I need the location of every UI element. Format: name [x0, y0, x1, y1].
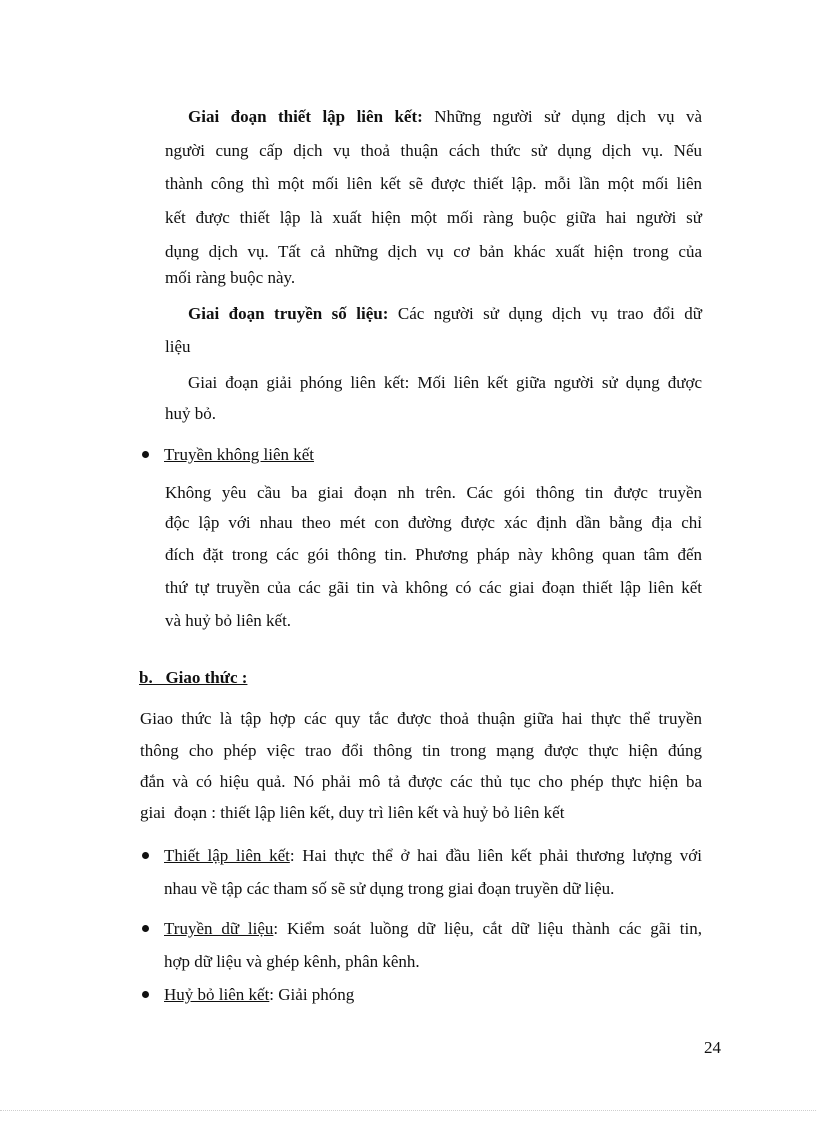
p3-line-2: huỷ bỏ. [165, 404, 216, 423]
p1-line-4: kết được thiết lập là xuất hiện một mối ràng buộc giữa hai người sử [165, 208, 702, 227]
bullet-2-text-1: : Hai thực thể ở hai đầu liên kết phải thương lượng với [289, 846, 702, 865]
bullet-3-line-2: hợp dữ liệu và ghép kênh, phân kênh. [164, 952, 420, 971]
p4-line-4: thứ tự truyền của các gãi tin và không có các giai đoạn thiết lập liên kết [165, 578, 702, 597]
p4-line-5: và huỷ bỏ liên kết. [165, 611, 292, 630]
p4-line-3: đích đặt trong các gói thông tin. Phương pháp này không quan tâm đến [165, 545, 702, 564]
p3-line-1: Giai đoạn giải phóng liên kết: Mối liên kết giữa người sử dụng được [188, 373, 702, 392]
p1-lead: Giai đoạn thiết lập liên kết: [188, 107, 423, 126]
bullet-4-line-1 [164, 984, 354, 1006]
p1-line-6: mối ràng buộc này. [165, 268, 296, 287]
p1-line-2: người cung cấp dịch vụ thoả thuận cách thức sử dụng dịch vụ. Nếu [165, 141, 702, 160]
bullet-dot-icon [142, 852, 149, 859]
p1-line-3: thành công thì một mối liên kết sẽ được thiết lập. mỗi lần một mối liên [165, 174, 702, 193]
bullet-2-line-1 [164, 845, 702, 867]
p5-line-1: Giao thức là tập hợp các quy tắc được thoả thuận giữa hai thực thể truyền [140, 709, 702, 728]
bullet-4-label: Huỷ bỏ liên kết [164, 985, 270, 1004]
p2-text-1: Các người sử dụng dịch vụ trao đổi dữ [388, 304, 702, 323]
bullet-3-line-1 [164, 918, 702, 940]
bullet-dot-icon [142, 451, 149, 458]
p5-line-2: thông cho phép việc trao đổi thông tin trong mạng được thực hiện đúng [140, 741, 702, 760]
bullet-2-label: Thiết lập liên kết [164, 846, 290, 865]
p4-line-1: Không yêu cầu ba giai đoạn nh trên. Các gói thông tin được truyền [165, 483, 702, 502]
bullet-4-text-1: : Giải phóng [269, 985, 355, 1004]
bullet-dot-icon [142, 991, 149, 998]
p5-line-4: giai đoạn : thiết lập liên kết, duy trì liên kết và huỷ bỏ liên kết [140, 803, 565, 822]
page-bottom-divider [0, 1110, 816, 1111]
p1-text-1: Những người sử dụng dịch vụ và [422, 107, 702, 126]
bullet-3-label: Truyền dữ liệu [164, 919, 274, 938]
section-heading: b. Giao thức : [139, 668, 248, 687]
p1-line-1 [188, 106, 702, 128]
p2-line-2: liệu [165, 337, 191, 356]
p1-line-5: dụng dịch vụ. Tất cả những dịch vụ cơ bản khác xuất hiện trong của [165, 242, 702, 261]
bullet-1-label: Truyền không liên kết [164, 445, 315, 464]
page-number: 24 [704, 1038, 721, 1057]
bullet-2-line-2: nhau về tập các tham số sẽ sử dụng trong giai đoạn truyền dữ liệu. [164, 879, 615, 898]
p2-lead: Giai đoạn truyền số liệu: [188, 304, 389, 323]
p5-line-3: đắn và có hiệu quả. Nó phải mô tả được các thủ tục cho phép thực hiện ba [140, 772, 702, 791]
p4-line-2: độc lập với nhau theo mét con đường được xác định dần bằng địa chỉ [165, 513, 702, 532]
p2-line-1 [188, 303, 702, 325]
bullet-3-text-1: : Kiểm soát luồng dữ liệu, cắt dữ liệu thành các gãi tin, [273, 919, 703, 938]
bullet-dot-icon [142, 925, 149, 932]
